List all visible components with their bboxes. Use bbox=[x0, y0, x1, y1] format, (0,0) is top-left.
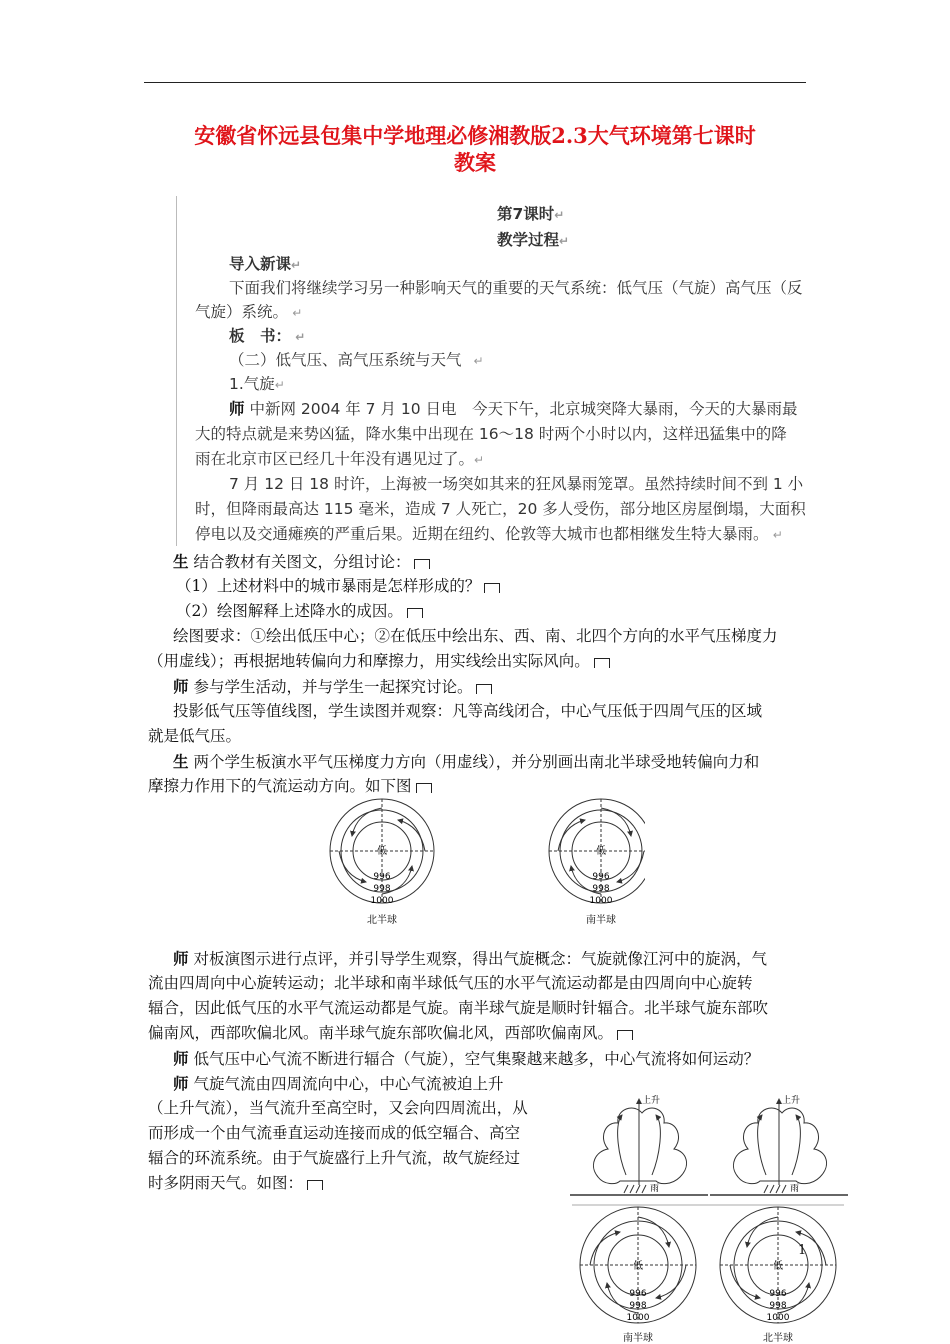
para-sheng-2 bbox=[173, 749, 759, 775]
question-1 bbox=[176, 574, 500, 599]
para-shi-4b: （上升气流），当气流升至高空时，又会向四周流出，从 bbox=[148, 1099, 528, 1117]
page-number: 1 bbox=[798, 1243, 807, 1258]
para-shi-1-text: 参与学生活动，并与学生一起探究讨论。 bbox=[193, 678, 473, 696]
news-line-1 bbox=[229, 397, 798, 419]
plan-south-1000: 1000 bbox=[626, 1313, 650, 1323]
plan-north-996: 996 bbox=[769, 1289, 787, 1299]
news-line-4: 7 月 12 日 18 时许，上海被一场突如其来的狂风暴雨笼罩。虽然持续时间不到 1 小 bbox=[229, 475, 804, 493]
south-hemisphere-diagram bbox=[549, 799, 645, 926]
section-heading-text: （二）低气压、高气压系统与天气 bbox=[229, 351, 462, 369]
intro-line-1: 下面我们将继续学习另一种影响天气的重要的天气系统：低气压（气旋）高气压（反 bbox=[229, 279, 803, 297]
question-1-text: （1）上述材料中的城市暴雨是怎样形成的？ bbox=[176, 577, 481, 595]
para-shi-4-text: 气旋气流由四周流向中心，中心气流被迫上升 bbox=[193, 1075, 504, 1093]
plan-north-label: 北半球 bbox=[763, 1333, 793, 1344]
intro-heading-text: 导入新课 bbox=[229, 255, 292, 273]
shi-label: 师 bbox=[173, 949, 189, 968]
para-project-2: 就是低气压。 bbox=[148, 727, 242, 745]
plan-view-south bbox=[580, 1207, 696, 1344]
south-isobar-998: 998 bbox=[592, 884, 610, 894]
shi-label: 师 bbox=[173, 1074, 189, 1093]
return-mark-icon bbox=[416, 783, 432, 793]
teacher-label: 师 bbox=[229, 400, 245, 418]
drawing-req-2 bbox=[148, 649, 610, 674]
plan-north-center: 低 bbox=[773, 1261, 783, 1272]
lesson-text: 第7课时 bbox=[497, 205, 555, 223]
news-line-5: 时，但降雨最高达 115 毫米，造成 7 人死亡，20 多人受伤，部分地区房屋倒塌，大面积 bbox=[195, 500, 806, 518]
plan-south-998: 998 bbox=[629, 1301, 647, 1311]
left-rise-label: 上升 bbox=[642, 1096, 661, 1106]
item-heading-text: 1.气旋 bbox=[229, 375, 275, 393]
para-sheng-2b-text: 摩擦力作用下的气流运动方向。如下图 bbox=[148, 777, 412, 795]
board-label: 板 书： ↵ bbox=[229, 327, 306, 345]
news-line-1-text: 中新网 2004 年 7 月 10 日电 今天下午，北京城突降大暴雨，今天的大暴雨最 bbox=[249, 400, 798, 418]
para-sheng-1-text: 结合教材有关图文，分组讨论： bbox=[193, 553, 411, 571]
board-label-text: 板 书： bbox=[229, 327, 284, 345]
para-shi-4d: 辐合的环流系统。由于气旋盛行上升气流，故气旋经过 bbox=[148, 1149, 521, 1167]
plan-south-996: 996 bbox=[629, 1289, 647, 1299]
cloud-diagram-left bbox=[570, 1094, 708, 1195]
right-rain-label: 雨 bbox=[790, 1184, 800, 1194]
para-shi-2 bbox=[173, 946, 767, 972]
para-shi-2d-text: 偏南风，西部吹偏北风。南半球气旋东部吹偏北风，西部吹偏南风。 bbox=[148, 1024, 614, 1042]
para-shi-2d bbox=[148, 1021, 633, 1046]
news-line-6-text: 停电以及交通瘫痪的严重后果。近期在纽约、伦敦等大城市也都相继发生特大暴雨。 bbox=[195, 525, 761, 543]
drawing-req-1: 绘图要求：①绘出低压中心；②在低压中绘出东、西、南、北四个方向的水平气压梯度力 bbox=[173, 627, 778, 645]
drawing-req-2-text: （用虚线）；再根据地转偏向力和摩擦力，用实线绘出实际风向。 bbox=[148, 652, 590, 670]
scanned-inset bbox=[176, 196, 845, 546]
cloud-diagram-right bbox=[710, 1094, 848, 1195]
shi-label: 师 bbox=[173, 677, 189, 696]
intro-line-2: 气旋）系统。 ↵ bbox=[195, 303, 303, 321]
news-line-6: 停电以及交通瘫痪的严重后果。近期在纽约、伦敦等大城市也都相继发生特大暴雨。 ↵ bbox=[195, 525, 783, 543]
para-shi-3 bbox=[173, 1046, 759, 1072]
vertical-circulation-figure bbox=[568, 1085, 848, 1344]
return-mark-icon bbox=[414, 559, 430, 569]
news-line-3: 雨在北京市区已经几十年没有遇见过了。↵ bbox=[195, 450, 485, 468]
plan-view-north bbox=[720, 1207, 836, 1344]
north-isobar-998: 998 bbox=[373, 884, 391, 894]
right-rise-label: 上升 bbox=[782, 1096, 801, 1106]
question-2-text: （2）绘图解释上述降水的成因。 bbox=[176, 602, 403, 620]
return-mark-icon bbox=[617, 1030, 633, 1040]
para-sheng-2-text: 两个学生板演水平气压梯度力方向（用虚线），并分别画出南北半球受地转偏向力和 bbox=[193, 753, 760, 771]
return-mark-icon bbox=[407, 608, 423, 618]
south-isobar-996: 996 bbox=[592, 872, 610, 882]
sheng-label: 生 bbox=[173, 552, 189, 571]
para-shi-4e-text: 时多阴雨天气。如图： bbox=[148, 1174, 304, 1192]
plan-north-1000: 1000 bbox=[766, 1313, 790, 1323]
north-isobar-996: 996 bbox=[373, 872, 391, 882]
document-title bbox=[150, 122, 800, 176]
shi-label: 师 bbox=[173, 1049, 189, 1068]
plan-north-998: 998 bbox=[769, 1301, 787, 1311]
return-mark-icon bbox=[307, 1180, 323, 1190]
question-2 bbox=[176, 599, 423, 624]
para-sheng-1 bbox=[173, 549, 430, 575]
left-rain-label: 雨 bbox=[650, 1184, 660, 1194]
header-rule bbox=[144, 82, 806, 83]
section-heading: （二）低气压、高气压系统与天气 ↵ bbox=[229, 351, 484, 369]
para-shi-2b: 流由四周向中心旋转运动；北半球和南半球低气压的水平气流运动都是由四周向中心旋转 bbox=[148, 974, 753, 992]
return-mark-icon bbox=[484, 583, 500, 593]
news-line-3-text: 雨在北京市区已经几十年没有遇见过了。 bbox=[195, 450, 475, 468]
para-shi-3-text: 低气压中心气流不断进行辐合（气旋），空气集聚越来越多，中心气流将如何运动？ bbox=[193, 1050, 760, 1068]
process-heading: 教学过程↵ bbox=[497, 231, 570, 249]
process-text: 教学过程 bbox=[497, 231, 560, 249]
para-shi-2c: 辐合，因此低气压的水平气流运动都是气旋。南半球气旋是顺时针辐合。北半球气旋东部吹 bbox=[148, 999, 769, 1017]
title-line-2: 教案 bbox=[454, 150, 496, 175]
north-center-label: 低 bbox=[377, 846, 387, 857]
para-project-1: 投影低气压等值线图，学生读图并观察：凡等高线闭合，中心气压低于四周气压的区域 bbox=[173, 702, 763, 720]
news-line-2: 大的特点就是来势凶猛，降水集中出现在 16～18 时两个小时以内，这样迅猛集中的降 bbox=[195, 425, 787, 443]
item-heading: 1.气旋↵ bbox=[229, 375, 285, 393]
sheng-label: 生 bbox=[173, 752, 189, 771]
plan-south-label: 南半球 bbox=[623, 1333, 653, 1344]
para-shi-4e bbox=[148, 1171, 323, 1196]
north-hemisphere-diagram bbox=[330, 799, 434, 926]
north-hemisphere-label: 北半球 bbox=[367, 915, 397, 926]
para-shi-4c: 而形成一个由气流垂直运动连接而成的低空辐合、高空 bbox=[148, 1124, 521, 1142]
title-line-1: 安徽省怀远县包集中学地理必修湘教版2.3大气环境第七课时 bbox=[194, 123, 756, 148]
south-isobar-1000: 1000 bbox=[589, 896, 613, 906]
south-hemisphere-label: 南半球 bbox=[586, 915, 616, 926]
south-center-label: 低 bbox=[596, 846, 606, 857]
plan-south-center: 低 bbox=[633, 1261, 643, 1272]
intro-heading: 导入新课↵ bbox=[229, 255, 302, 273]
north-isobar-1000: 1000 bbox=[370, 896, 394, 906]
intro-line-2-text: 气旋）系统。 bbox=[195, 303, 281, 321]
lesson-heading: 第7课时↵ bbox=[497, 205, 565, 223]
return-mark-icon bbox=[594, 658, 610, 668]
para-shi-4 bbox=[173, 1071, 503, 1097]
para-shi-2-text: 对板演图示进行点评，并引导学生观察，得出气旋概念：气旋就像江河中的旋涡，气 bbox=[193, 950, 767, 968]
para-shi-1 bbox=[173, 674, 492, 700]
return-mark-icon bbox=[476, 684, 492, 694]
cyclone-figure bbox=[325, 796, 645, 932]
